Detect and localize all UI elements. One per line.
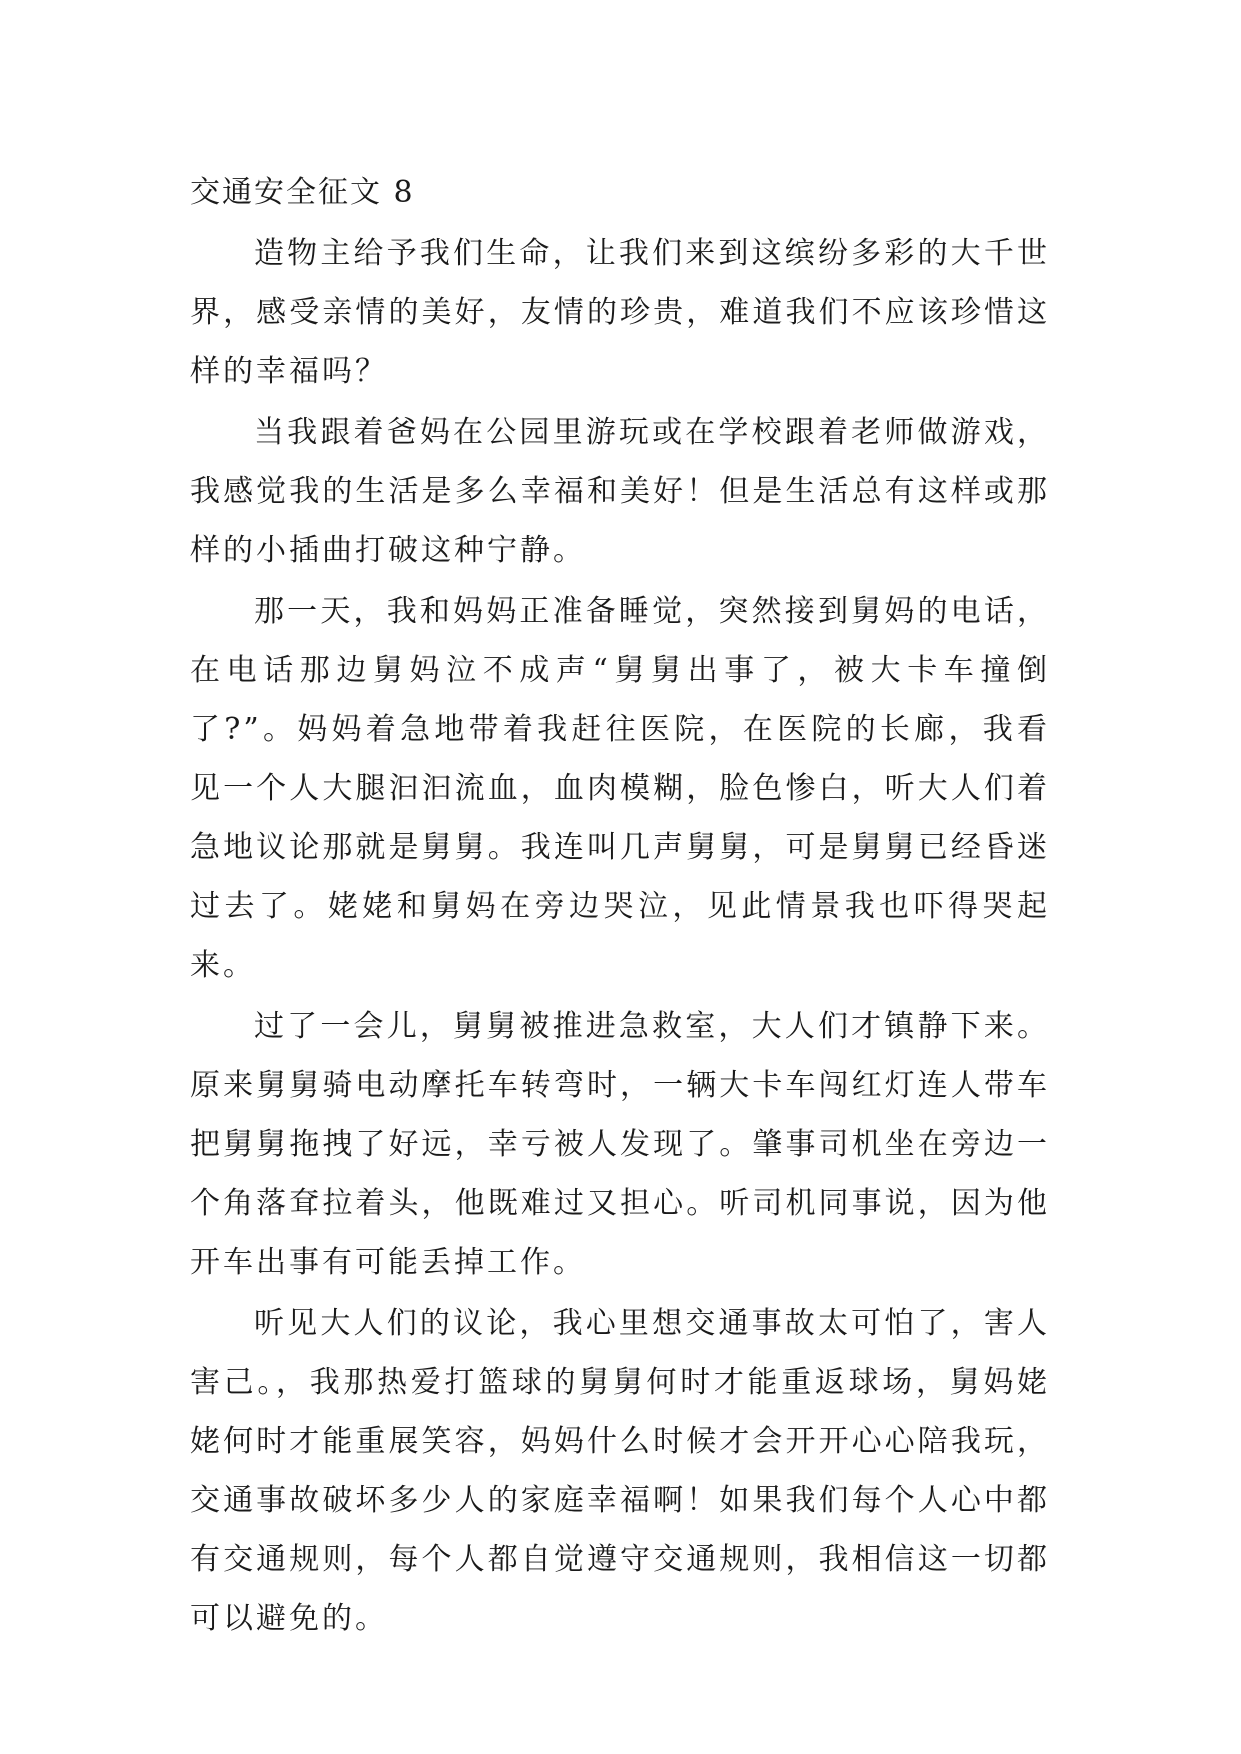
document-title: 交通安全征文 8 [190,175,415,210]
paragraph-2: 当我跟着爸妈在公园里游玩或在学校跟着老师做游戏，我感觉我的生活是多么幸福和美好！但是生活总有这样或那样的小插曲打破这种宁静。 [190,415,1050,568]
paragraph-5: 听见大人们的议论，我心里想交通事故太可怕了，害人害己。，我那热爱打篮球的舅舅何时才能重返球场，舅妈姥姥何时才能重展笑容，妈妈什么时候才会开开心心陪我玩，交通事故破坏多少人的家庭幸福啊！如果我们每个人心中都有交通规则，每个人都自觉遵守交通规则，我相信这一切都可以避免的。 [190,1306,1050,1636]
paragraph-3: 那一天，我和妈妈正准备睡觉，突然接到舅妈的电话，在电话那边舅妈泣不成声“舅舅出事了，被大卡车撞倒了?”。妈妈着急地带着我赶往医院，在医院的长廊，我看见一个人大腿汩汩流血，血肉模糊，脸色惨白，听大人们着急地议论那就是舅舅。我连叫几声舅舅，可是舅舅已经昏迷过去了。姥姥和舅妈在旁边哭泣，见此情景我也吓得哭起来。 [190,594,1050,983]
paragraph-4: 过了一会儿，舅舅被推进急救室，大人们才镇静下来。原来舅舅骑电动摩托车转弯时，一辆大卡车闯红灯连人带车把舅舅拖拽了好远，幸亏被人发现了。肇事司机坐在旁边一个角落耷拉着头，他既难过又担心。听司机同事说，因为他开车出事有可能丢掉工作。 [190,1009,1050,1280]
paragraph-1: 造物主给予我们生命，让我们来到这缤纷多彩的大千世界，感受亲情的美好，友情的珍贵，难道我们不应该珍惜这样的幸福吗？ [190,236,1050,389]
document-body [190,162,1050,1648]
